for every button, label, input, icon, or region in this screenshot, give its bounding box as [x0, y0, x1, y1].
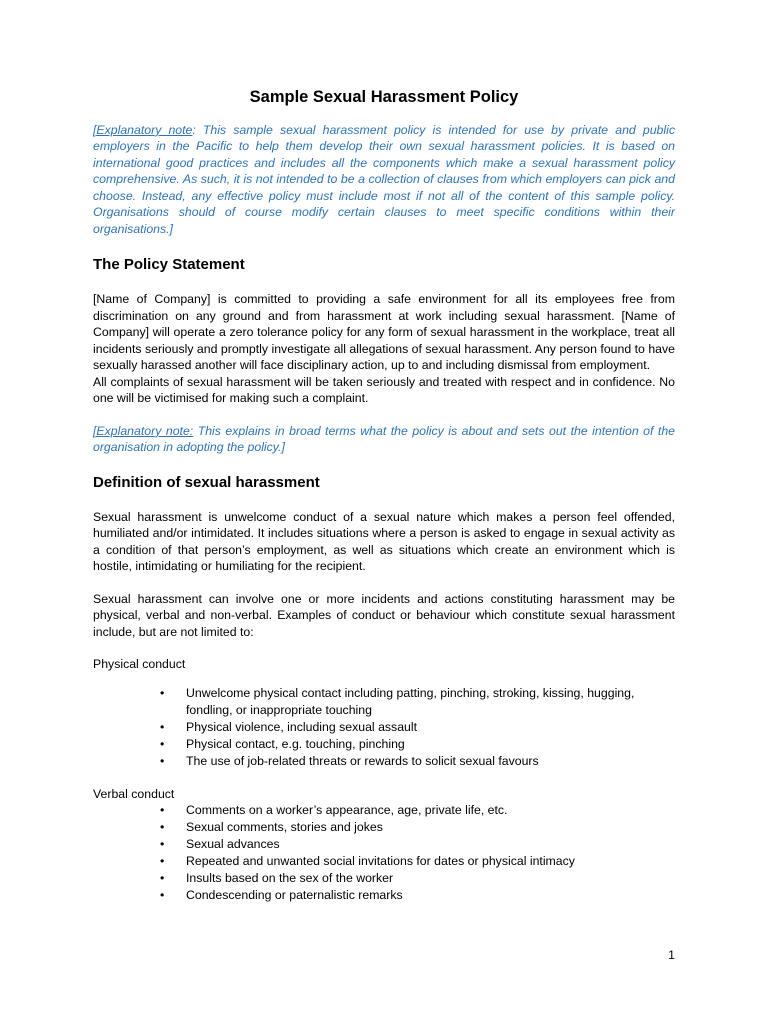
bullet-icon: • [160, 736, 165, 751]
policy-statement-paragraph-1: [Name of Company] is committed to providing a safe environment for all its employees free from discrimination on any ground and from harassment at work including sexual harassment. [Name of Company] will operate a zero tolerance policy for any form of sexual harassment in the workplace, treat all incidents seriously and promptly investigate all allegations of sexual harassment. Any person found to have sexually harassed another will face disciplinary action, up to and including dismissal from employment. [93, 292, 675, 373]
policy-statement-heading: The Policy Statement [93, 256, 245, 274]
list-item: • Sexual advances [160, 837, 280, 852]
policy-statement-paragraph-2: All complaints of sexual harassment will be taken seriously and treated with respect and in confidence. No one will be victimised for making such a complaint. [93, 374, 675, 406]
explanatory-note-text: : This sample sexual harassment policy is intended for use by private and public employers in the Pacific to help them develop their own sexual harassment policies. It is based on international good practices and includes all the components which make a sexual harassment policy comprehensive. As such, it is not intended to be a collection of clauses from which employers can pick and choose. Instead, any effective policy must include most if not all of the content of this sample policy. Organisations should of course modify certain clauses to meet specific conditions within their organisations.] [93, 122, 675, 236]
bullet-icon: • [160, 888, 165, 903]
bullet-icon: • [160, 871, 165, 886]
list-item: • Physical violence, including sexual assault [160, 719, 418, 734]
page-number: 1 [668, 948, 675, 962]
bullet-icon: • [160, 685, 165, 700]
bullet-icon: • [160, 854, 165, 869]
list-item: • Repeated and unwanted social invitations for dates or physical intimacy [160, 854, 575, 869]
bullet-icon: • [160, 719, 165, 734]
definition-paragraph-1: Sexual harassment is unwelcome conduct of a sexual nature which makes a person feel offended, humiliated and/or intimidated. It includes situations where a person is asked to engage in sexual activity as a condition of that person’s employment, as well as situations which create an environment which is hostile, intimidating or humiliating for the recipient. [93, 509, 675, 574]
list-item: • Sexual comments, stories and jokes [160, 820, 383, 835]
bullet-icon: • [160, 820, 165, 835]
explanatory-note-policy [93, 423, 675, 456]
bullet-icon: • [160, 803, 165, 818]
physical-conduct-heading: Physical conduct [93, 657, 186, 672]
bullet-icon: • [160, 753, 165, 768]
definition-paragraph-2: Sexual harassment can involve one or more incidents and actions constituting harassment may be physical, verbal and non-verbal. Examples of conduct or behaviour which constitute sexual harassment include, but are not limited to: [93, 591, 675, 639]
bullet-icon: • [160, 837, 165, 852]
explanatory-note-label: [Explanatory note [93, 122, 193, 137]
list-item: • Comments on a worker’s appearance, age, private life, etc. [160, 803, 508, 818]
explanatory-note-policy-label: [Explanatory note: [93, 423, 194, 438]
list-item: • Condescending or paternalistic remarks [160, 888, 403, 903]
explanatory-note-policy-text: This explains in broad terms what the policy is about and sets out the intention of the organisation in adopting the policy.] [93, 423, 675, 455]
verbal-conduct-list [93, 802, 675, 904]
list-item: • The use of job-related threats or rewards to solicit sexual favours [160, 753, 539, 768]
explanatory-note-intro [93, 122, 675, 238]
page-title: Sample Sexual Harassment Policy [249, 88, 519, 106]
physical-conduct-list [93, 685, 675, 770]
list-item: • Unwelcome physical contact including patting, pinching, stroking, kissing, hugging, fondling, or inappropriate touching [160, 685, 635, 717]
definition-heading: Definition of sexual harassment [93, 473, 320, 491]
list-item: • Physical contact, e.g. touching, pinching [160, 736, 405, 751]
list-item: • Insults based on the sex of the worker [160, 871, 394, 886]
verbal-conduct-heading: Verbal conduct [93, 786, 175, 801]
